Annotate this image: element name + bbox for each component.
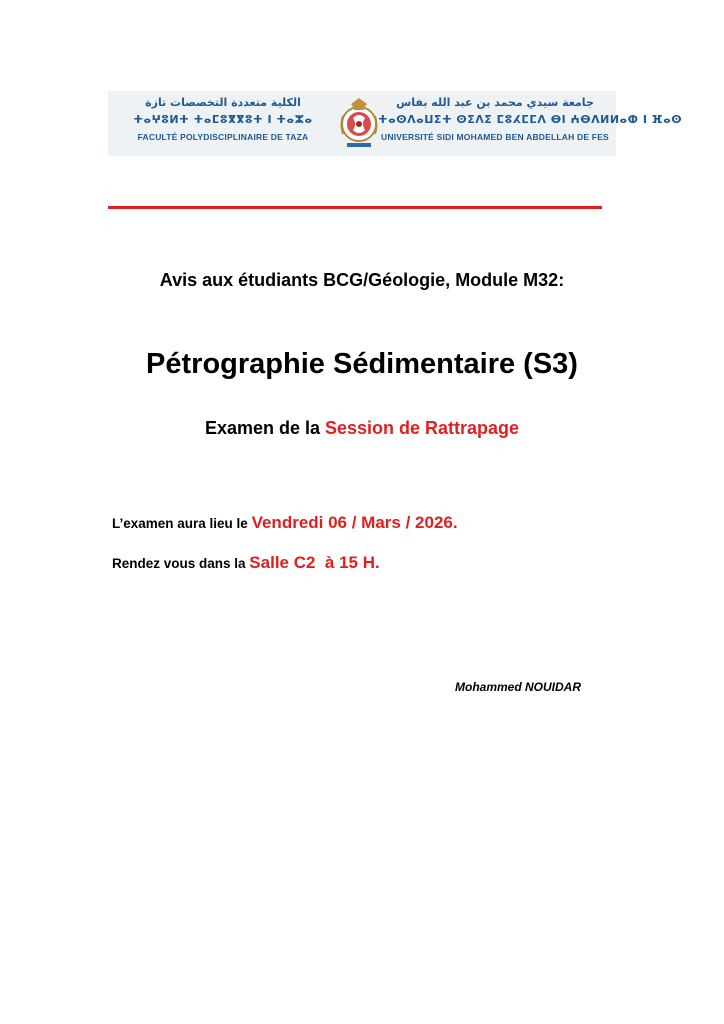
red-divider — [108, 206, 602, 209]
university-seal-icon — [337, 94, 381, 152]
header-banner — [108, 91, 683, 156]
exam-date-value: Vendredi 06 / Mars / 2026. — [251, 513, 458, 532]
notice-heading: Avis aux étudiants BCG/Géologie, Module M32: — [159, 270, 565, 290]
university-header — [378, 95, 683, 152]
exam-date-line — [112, 513, 458, 533]
faculty-name-tifinagh: ⵜⴰⵖⵓⵍⵜ ⵜⴰⵎⵓⴳⴳⵓⵜ ⵏ ⵜⴰⵣⴰ — [133, 113, 313, 126]
exam-room-prefix: Rendez vous dans la — [112, 556, 250, 571]
session-highlight: Session de Rattrapage — [325, 418, 520, 438]
course-title: Pétrographie Sédimentaire (S3) — [146, 348, 578, 380]
faculty-name-arabic: الكلية متعددة التخصصات تازة — [145, 96, 301, 109]
exam-room-line — [112, 553, 380, 573]
university-name-arabic: جامعة سيدي محمد بن عبد الله بفاس — [396, 96, 594, 109]
signature: Mohammed NOUIDAR — [455, 680, 582, 694]
university-name-french: UNIVERSITÉ SIDI MOHAMED BEN ABDELLAH DE FES — [381, 132, 609, 142]
exam-date-prefix: L’examen aura lieu le — [112, 516, 252, 531]
subtitle-prefix: Examen de la — [204, 418, 325, 438]
faculty-header — [112, 95, 334, 152]
exam-session-subtitle — [0, 418, 724, 439]
exam-room-value: Salle C2 à 15 H. — [249, 553, 380, 572]
university-name-tifinagh: ⵜⴰⵙⴷⴰⵡⵉⵜ ⵙⵉⴷⵉ ⵎⵓⵃⵎⵎⴷ ⴱⵏ ⵄⴱⴷⵍⵍⴰⵀ ⵏ ⴼⴰⵙ — [378, 113, 683, 126]
faculty-name-french: FACULTÉ POLYDISCIPLINAIRE DE TAZA — [137, 132, 309, 142]
